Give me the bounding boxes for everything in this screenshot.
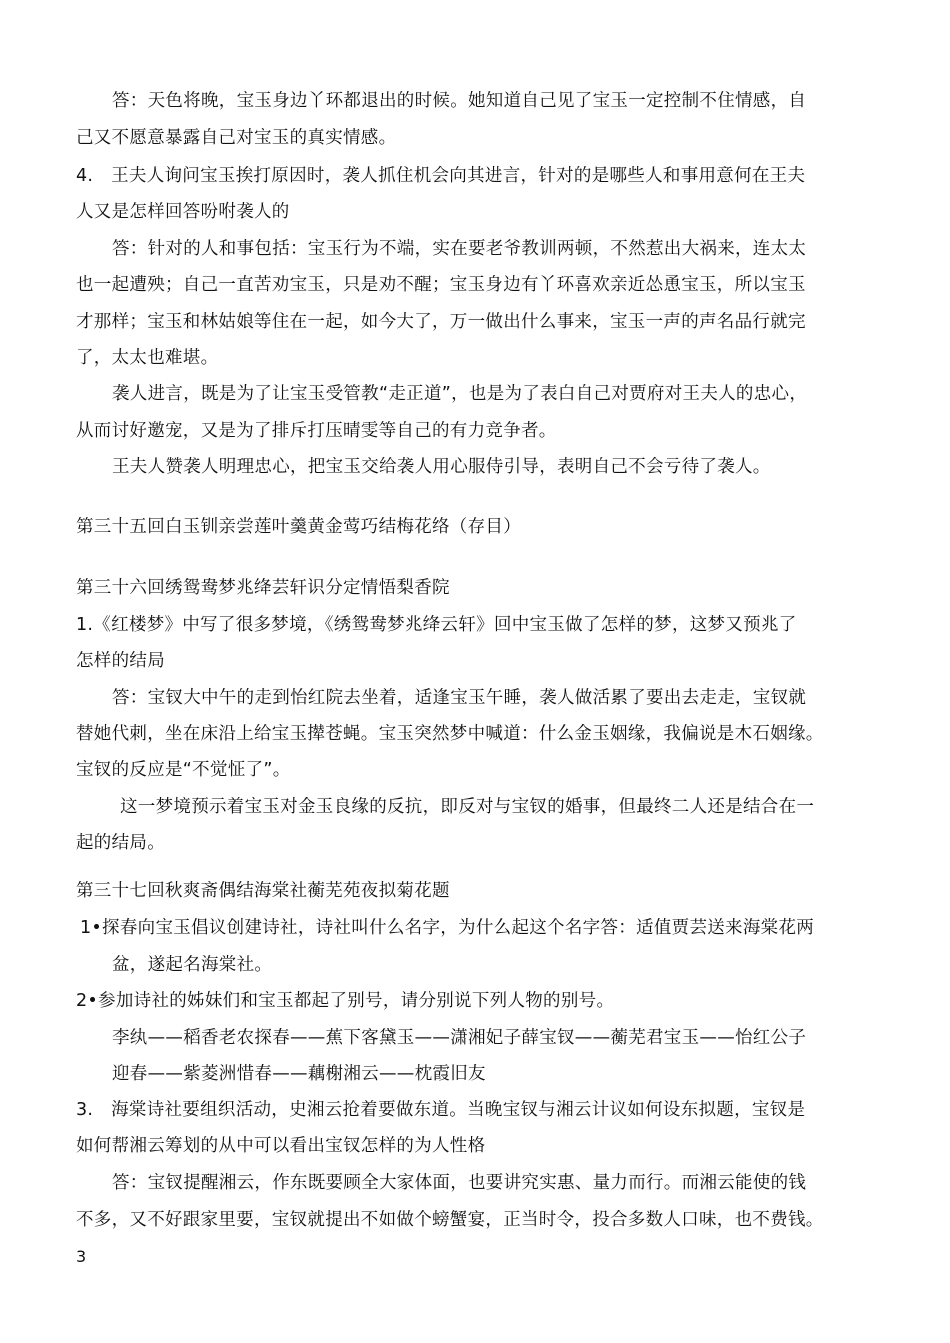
question-line: 1•探春向宝玉倡议创建诗社，诗社叫什么名字，为什么起这个名字答：适值贾芸送来海棠花两: [80, 918, 815, 938]
page-number: 3: [76, 1247, 87, 1266]
answer-line: 答：天色将晚，宝玉身边丫环都退出的时候。她知道自己见了宝玉一定控制不住情感，自: [112, 91, 807, 111]
text-line: 也一起遭殃；自己一直苦劝宝玉，只是劝不醒；宝玉身边有丫环喜欢亲近怂恿宝玉，所以宝玉: [76, 275, 806, 295]
text-line: 起的结局。: [76, 833, 165, 853]
text-line: 替她代刺，坐在床沿上给宝玉撵苍蝇。宝玉突然梦中喊道：什么金玉姻缘，我偏说是木石姻缘。: [76, 724, 824, 744]
text-line: 宝钗的反应是“不觉怔了”。: [76, 760, 291, 780]
alias-line: 李纨——稻香老农探春——蕉下客黛玉——潇湘妃子薛宝钗——蘅芜君宝玉——怡红公子: [112, 1028, 807, 1048]
paragraph-line: 这一梦境预示着宝玉对金玉良缘的反抗，即反对与宝钗的婚事，但最终二人还是结合在一: [120, 797, 815, 817]
question-line: 3. 海棠诗社要组织活动，史湘云抢着要做东道。当晚宝钗与湘云计议如何设东拟题，宝钗是: [76, 1100, 806, 1120]
text-line: 如何帮湘云筹划的从中可以看出宝钗怎样的为人性格: [76, 1136, 486, 1156]
question-line: 1.《红楼梦》中写了很多梦境，《绣鸳鸯梦兆绛云轩》回中宝玉做了怎样的梦，这梦又预兆了: [76, 615, 797, 635]
chapter-heading: 第三十六回绣鸳鸯梦兆绛芸轩识分定情悟梨香院: [76, 578, 450, 598]
text-line: 己又不愿意暴露自己对宝玉的真实情感。: [76, 128, 397, 148]
text-line: 才那样；宝玉和林姑娘等住在一起，如今大了，万一做出什么事来，宝玉一声的声名品行就完: [76, 312, 806, 332]
question-line: 4. 王夫人询问宝玉挨打原因时，袭人抓住机会向其进言，针对的是哪些人和事用意何在王夫: [76, 166, 806, 186]
text-line: 了，太太也难堪。: [76, 348, 219, 368]
paragraph-line: 袭人进言，既是为了让宝玉受管教“走正道”，也是为了表白自己对贾府对王夫人的忠心，: [112, 384, 808, 404]
text-line: 人又是怎样回答吩咐袭人的: [76, 202, 290, 222]
chapter-heading: 第三十五回白玉钏亲尝莲叶羹黄金莺巧结梅花络（存目）: [76, 517, 521, 537]
text-line: 不多，又不好跟家里要，宝钗就提出不如做个螃蟹宴，正当时令，投合多数人口味，也不费钱。: [76, 1210, 824, 1230]
alias-line: 迎春——紫菱洲惜春——藕榭湘云——枕霞旧友: [112, 1064, 486, 1084]
chapter-heading: 第三十七回秋爽斋偶结海棠社蘅芜苑夜拟菊花题: [76, 881, 450, 901]
answer-line: 答：宝钗提醒湘云，作东既要顾全大家体面，也要讲究实惠、量力而行。而湘云能使的钱: [112, 1173, 807, 1193]
answer-line: 盆，遂起名海棠社。: [112, 955, 273, 975]
answer-line: 答：针对的人和事包括：宝玉行为不端，实在要老爷教训两顿，不然惹出大祸来，连太太: [112, 239, 807, 259]
text-line: 从而讨好邀宠，又是为了排斥打压晴雯等自己的有力竞争者。: [76, 421, 557, 441]
question-line: 2•参加诗社的姊妹们和宝玉都起了别号，请分别说下列人物的别号。: [76, 991, 615, 1011]
paragraph-line: 王夫人赞袭人明理忠心，把宝玉交给袭人用心服侍引导，表明自己不会亏待了袭人。: [112, 457, 771, 477]
answer-line: 答：宝钗大中午的走到怡红院去坐着，适逢宝玉午睡，袭人做活累了要出去走走，宝钗就: [112, 688, 807, 708]
text-line: 怎样的结局: [76, 651, 165, 671]
